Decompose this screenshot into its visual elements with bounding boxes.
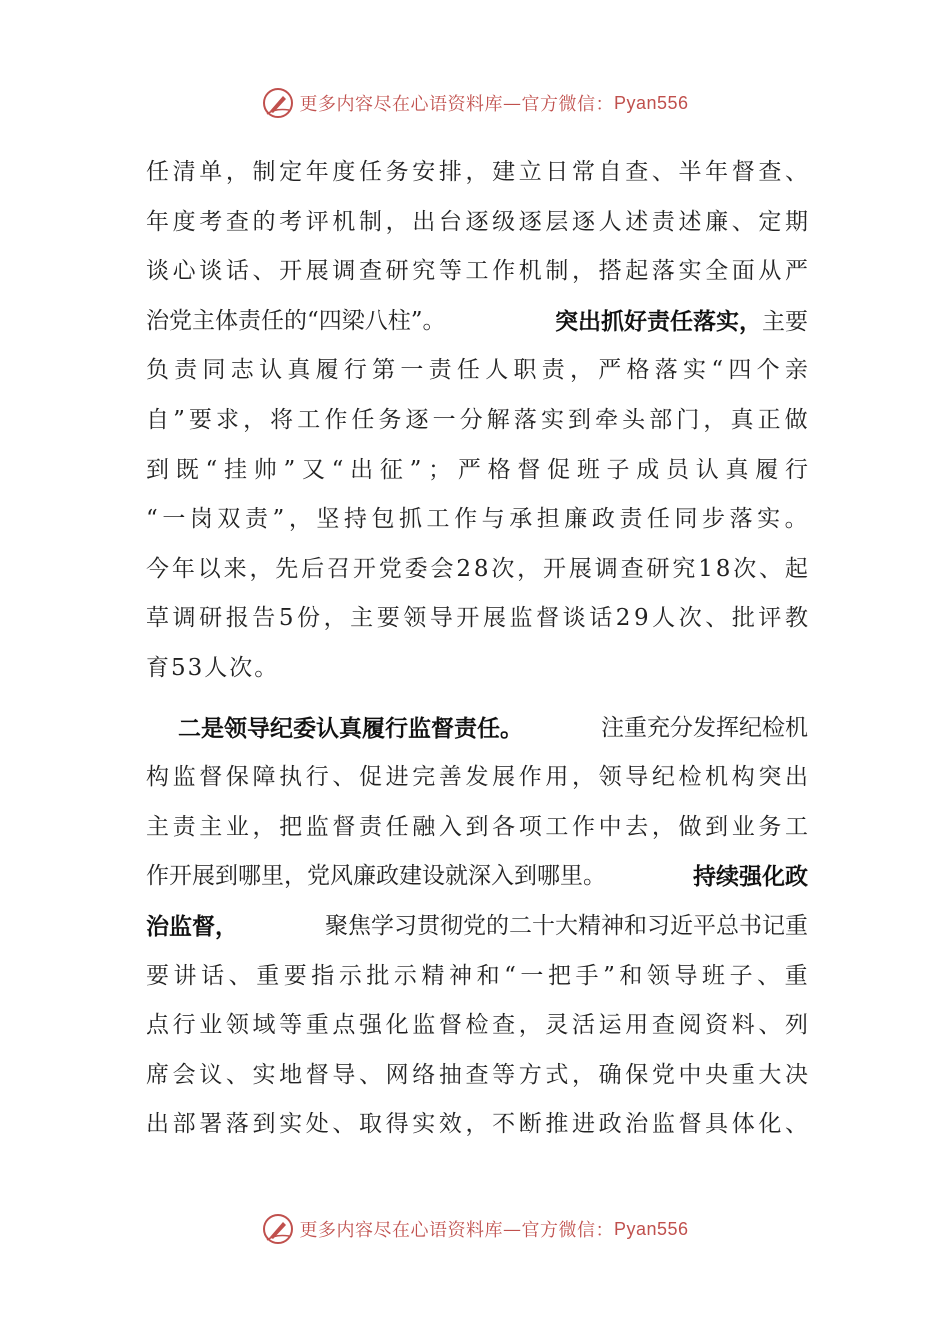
- header-separator: —: [502, 92, 522, 114]
- line-text: 作开展到哪里，党风廉政建设就深入到哪里。: [146, 863, 606, 890]
- footer-wechat-label: 官方微信：: [521, 1220, 614, 1241]
- text-line: [146, 644, 808, 694]
- footer-banner: [0, 1209, 950, 1249]
- line-text: 点 行 业 领 域 等 重 点 强 化 监 督 检 查 ， 灵 活 运 用 查 阅 资 料 、 列: [146, 1012, 808, 1039]
- bold-heading-text: 二是领导纪委认真履行监督责任。: [178, 714, 523, 742]
- bold-heading-text: 治监督，: [146, 912, 238, 940]
- text-line: [146, 753, 808, 803]
- text-line: [146, 346, 808, 396]
- line-text: 自 ” 要 求 ， 将 工 作 任 务 逐 一 分 解 落 实 到 牵 头 部 门 ， 真 正 做: [146, 406, 808, 433]
- text-line: [146, 704, 808, 754]
- line-text: 年 度 考 查 的 考 评 机 制 ， 出 台 逐 级 逐 层 逐 人 述 责 述 廉 、 定 期: [146, 208, 808, 235]
- line-text: 出 部 署 落 到 实 处 、 取 得 实 效 ， 不 断 推 进 政 治 监 督 具 体 化 、: [146, 1111, 808, 1138]
- text-line: [146, 148, 808, 198]
- line-text: 治党主体责任的“四梁八柱”。: [146, 307, 446, 334]
- text-line: [146, 198, 808, 248]
- line-text: 今 年 以 来 ， 先 后 召 开 党 委 会 2 8 次 ， 开 展 调 查 研 究 1 8 次 、 起: [146, 555, 808, 582]
- line-text: 要 讲 话 、 重 要 指 示 批 示 精 神 和 “ 一 把 手 ” 和 领 导 班 子 、 重: [146, 962, 808, 989]
- text-line: [146, 803, 808, 853]
- header-banner: [0, 83, 950, 123]
- line-text: 任 清 单 ， 制 定 年 度 任 务 安 排 ， 建 立 日 常 自 查 、 半 年 督 查 、: [146, 159, 808, 185]
- line-text: 主要: [762, 308, 808, 335]
- footer-separator: —: [502, 1218, 522, 1240]
- text-line: [146, 952, 808, 1002]
- line-text: 主 责 主 业 ， 把 监 督 责 任 融 入 到 各 项 工 作 中 去 ， 做 到 业 务 工: [146, 813, 808, 840]
- text-line: [146, 446, 808, 496]
- line-text: 育53人次。: [146, 654, 280, 681]
- line-text: 注重充分发挥纪检机: [601, 714, 808, 741]
- header-wechat-id: Pyan556: [613, 92, 689, 113]
- footer-wechat-id: Pyan556: [613, 1218, 689, 1239]
- line-text: 谈 心 谈 话 、 开 展 调 查 研 究 等 工 作 机 制 ， 搭 起 落 实 全 面 从 严: [146, 258, 808, 285]
- text-line: [146, 495, 808, 545]
- pen-logo-icon: [261, 1212, 295, 1246]
- text-line: [146, 1100, 808, 1150]
- footer-brand: 更多内容尽在心语资料库: [299, 1220, 503, 1241]
- line-text: 负 责 同 志 认 真 履 行 第 一 责 任 人 职 责 ， 严 格 落 实 “ 四 个 亲: [146, 357, 808, 384]
- line-text: “ 一 岗 双 责 ” ， 坚 持 包 抓 工 作 与 承 担 廉 政 责 任 同 步 落 实 。: [146, 506, 808, 533]
- line-text: 席 会 议 、 实 地 督 导 、 网 络 抽 查 等 方 式 ， 确 保 党 中 央 重 大 决: [146, 1061, 808, 1088]
- header-wechat-label: 官方微信：: [521, 94, 614, 115]
- text-line: [146, 902, 808, 952]
- text-line: [146, 852, 808, 902]
- bold-heading-text: 持续强化政: [693, 863, 808, 891]
- line-text: 构 监 督 保 障 执 行 、 促 进 完 善 发 展 作 用 ， 领 导 纪 检 机 构 突 出: [146, 764, 808, 791]
- text-line: [146, 247, 808, 297]
- text-line: [146, 1001, 808, 1051]
- bold-heading-text: 突出抓好责任落实，: [555, 307, 762, 335]
- text-line: [146, 545, 808, 595]
- document-body: [146, 148, 808, 1150]
- line-text: 草 调 研 报 告 5 份 ， 主 要 领 导 开 展 监 督 谈 话 2 9 人 次 、 批 评 教: [146, 605, 808, 632]
- text-line: [146, 396, 808, 446]
- text-line: [146, 594, 808, 644]
- line-text: 聚焦学习贯彻党的二十大精神和习近平总书记重: [325, 912, 808, 939]
- text-line: [146, 1051, 808, 1101]
- text-line: [146, 297, 808, 347]
- pen-logo-icon: [261, 86, 295, 120]
- header-brand: 更多内容尽在心语资料库: [299, 94, 503, 115]
- line-text: 到 既 “ 挂 帅 ” 又 “ 出 征 ” ； 严 格 督 促 班 子 成 员 认 真 履 行: [146, 456, 808, 483]
